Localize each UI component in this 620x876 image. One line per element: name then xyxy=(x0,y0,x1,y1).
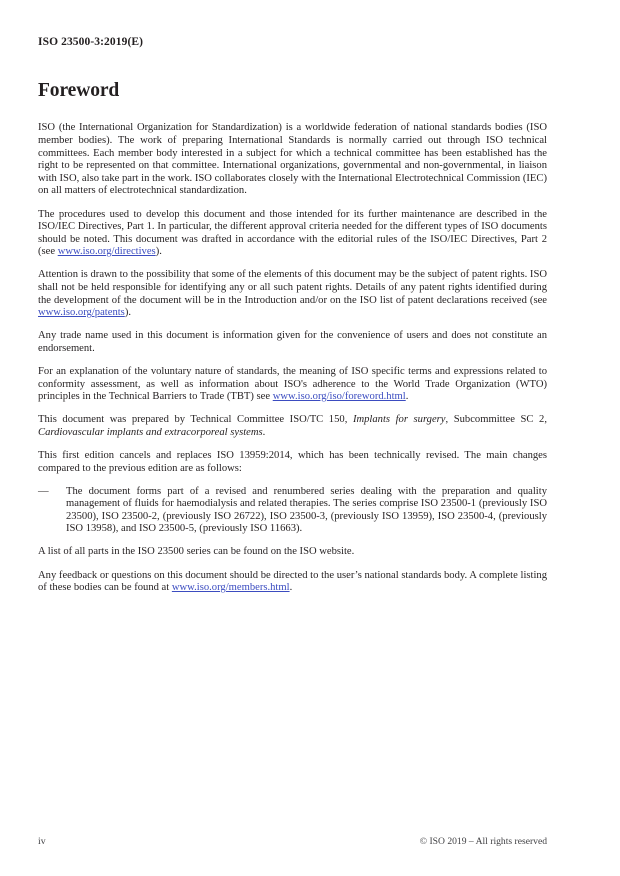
page-footer xyxy=(38,836,547,847)
link-iso-members[interactable]: www.iso.org/members.html xyxy=(171,582,290,594)
paragraph-procedures-tail: ). xyxy=(155,246,162,258)
committee-text-intro: This document was prepared by Technical Committee ISO/TC 150, xyxy=(38,414,353,426)
paragraph-patent-rights xyxy=(38,269,547,319)
paragraph-iso-description: ISO (the International Organization for Standardization) is a worldwide federation of national standards bodies (ISO member bodies). The work of preparing International Standards is normally carried out through ISO technical committees. Each member body interested in a subject for which a technical committee has been established has the right to be represented on that committee. International organizations, governmental and non-governmental, in liaison with ISO, also take part in the work. ISO collaborates closely with the International Electrotechnical Commission (IEC) on all matters of electrotechnical standardization. xyxy=(38,122,547,197)
paragraph-list-of-parts: A list of all parts in the ISO 23500 series can be found on the ISO website. xyxy=(38,546,355,558)
paragraph-first-edition: This first edition cancels and replaces ISO 13959:2014, which has been technically revised. The main changes compared to the previous edition are as follows: xyxy=(38,449,547,474)
document-body xyxy=(38,80,547,595)
footer-page-number: iv xyxy=(38,836,46,847)
document-header-reference: ISO 23500-3:2019(E) xyxy=(38,36,144,48)
paragraph-trade-name: Any trade name used in this document is information given for the convenience of users and does not constitute an endorsement. xyxy=(38,330,547,354)
paragraph-feedback-text: Any feedback or questions on this document should be directed to the user’s national standards body. A complete listing of these bodies can be found at xyxy=(38,569,547,594)
committee-title-implants: Implants for surgery xyxy=(352,414,446,426)
link-iso-directives[interactable]: www.iso.org/directives xyxy=(57,246,156,258)
em-dash-bullet-icon: — xyxy=(38,485,49,497)
list-item-text: The document forms part of a revised and renumbered series dealing with the preparation and quality management of fluids for haemodialysis and related therapies. The series comprise ISO 23500-1 (previously ISO 23500), ISO 23500-2, (previously ISO 26722), ISO 23500-3, (previously ISO 13959), ISO 23500-4, (previously ISO 13958), and ISO 23500-5, (previously ISO 11663). xyxy=(66,485,547,535)
committee-title-cardiovascular: Cardiovascular implants and extracorporeal systems xyxy=(38,426,263,438)
footer-copyright: © ISO 2019 – All rights reserved xyxy=(419,836,547,847)
page-title: Foreword xyxy=(38,80,120,101)
link-iso-patents[interactable]: www.iso.org/patents xyxy=(38,307,125,319)
paragraph-patent-rights-tail: ). xyxy=(124,307,131,319)
list-item xyxy=(38,486,547,536)
paragraph-patent-rights-text: Attention is drawn to the possibility that some of the elements of this document may be the subject of patent rights. ISO shall not be held responsible for identifying any or all such patent rights. Details of any patent rights identified during the development of the document will be in the Introduction and/or on the ISO list of patent declarations received (see xyxy=(38,269,547,306)
paragraph-voluntary-nature xyxy=(38,366,547,404)
paragraph-feedback-tail: . xyxy=(289,582,293,594)
paragraph-technical-committee xyxy=(38,414,547,439)
link-iso-foreword[interactable]: www.iso.org/iso/foreword.html xyxy=(272,391,406,403)
paragraph-procedures-text: The procedures used to develop this document and those intended for its further maintenance are described in the ISO/IEC Directives, Part 1. In particular, the different approval criteria needed for the different types of ISO documents should be noted. This document was drafted in accordance with the editorial rules of the ISO/IEC Directives, Part 2 (see xyxy=(38,208,547,258)
paragraph-procedures xyxy=(38,209,547,259)
paragraph-voluntary-nature-tail: . xyxy=(405,391,409,403)
paragraph-feedback xyxy=(38,570,547,595)
committee-text-tail: . xyxy=(262,426,266,438)
committee-text-middle: , Subcommittee SC 2, xyxy=(445,414,547,426)
paragraph-voluntary-nature-text: For an explanation of the voluntary nature of standards, the meaning of ISO specific terms and expressions related to conformity assessment, as well as information about ISO's adherence to the World Trade Organization (WTO) principles in the Technical Barriers to Trade (TBT) see xyxy=(38,365,547,403)
